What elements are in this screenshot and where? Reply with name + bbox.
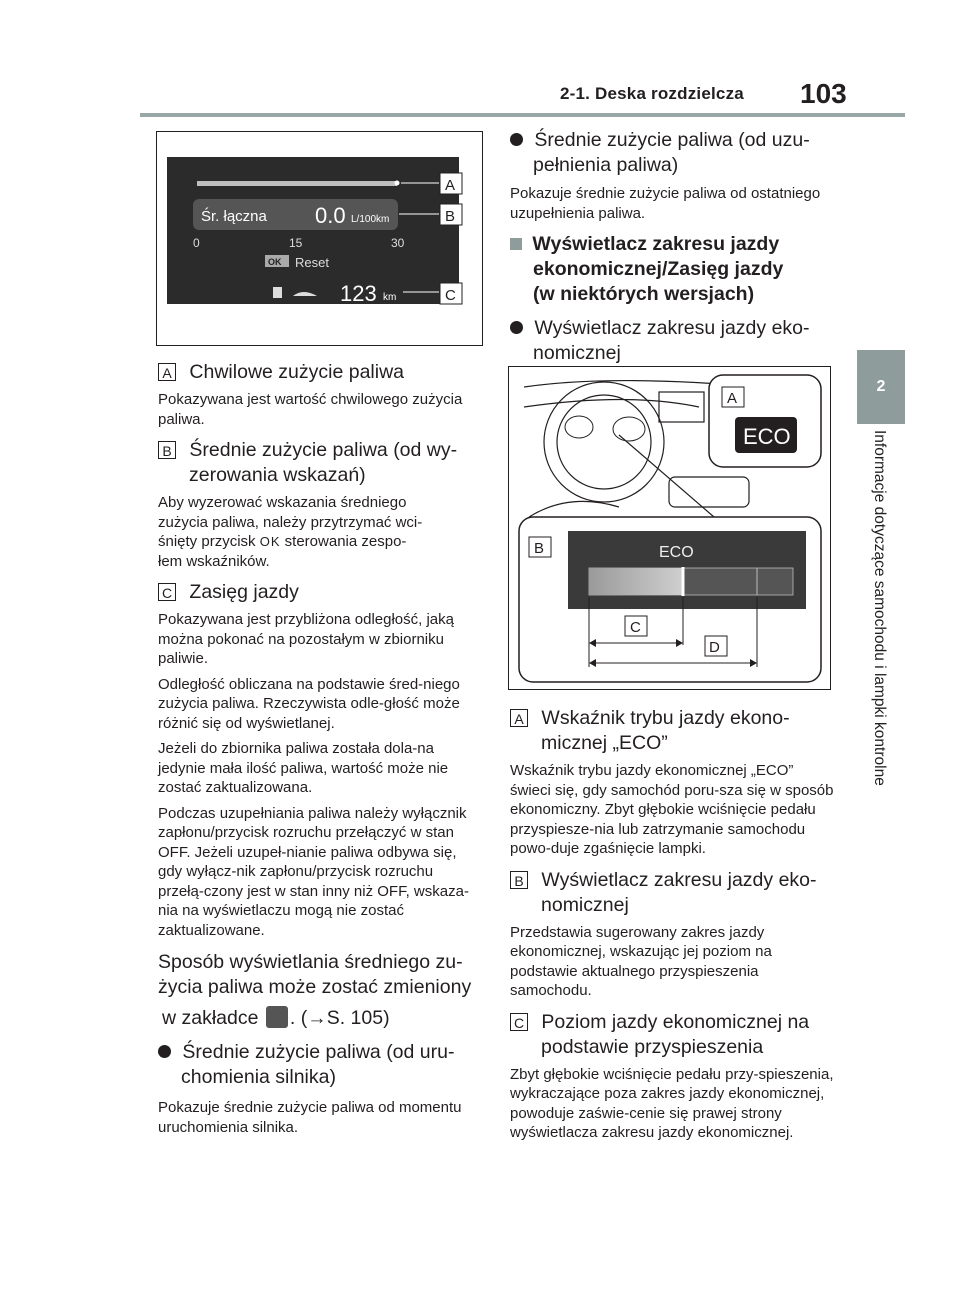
label-c: C	[510, 1013, 528, 1031]
item-c-title: Zasięg jazdy	[189, 581, 299, 603]
eco-zone-text: ECO	[659, 544, 694, 561]
header-rule	[140, 113, 905, 117]
item-b-body-line-3b: sterowania zespo-	[284, 533, 407, 550]
callout-c: C	[630, 619, 641, 636]
eco-display-illustration	[509, 367, 830, 689]
item-a-heading	[158, 360, 478, 385]
method-line-3a: w zakładce	[162, 1007, 259, 1029]
item-b-title-1: Średnie zużycie paliwa (od wy-	[189, 439, 458, 461]
eco-b-heading	[510, 868, 835, 918]
section-heading-2: ekonomicznej/Zasięg jazdy	[533, 258, 784, 280]
ok-icon-text: OK	[268, 257, 282, 267]
callout-c: C	[445, 287, 456, 304]
fuel-display-illustration	[157, 132, 482, 345]
eco-c-heading	[510, 1010, 835, 1060]
range-value: 123	[340, 281, 377, 306]
settings-gear-icon	[266, 1006, 288, 1028]
section-title: 2-1. Deska rozdzielcza	[560, 84, 744, 103]
item-f-title-2: nomicznej	[533, 342, 621, 364]
item-e-title-1: Średnie zużycie paliwa (od uzu-	[534, 129, 810, 151]
ok-button-symbol: OK	[259, 534, 281, 549]
chapter-number: 2	[876, 378, 886, 395]
eco-b-title-2: nomicznej	[541, 893, 629, 916]
callout-b: B	[445, 208, 456, 225]
bar-end-marker	[395, 181, 400, 186]
item-d-body: Pokazuje średnie zużycie paliwa od momentu uruchomienia silnika.	[158, 1099, 462, 1136]
gauge-left	[565, 416, 593, 438]
callout-d: D	[709, 639, 720, 656]
eco-a-title-2: micznej „ECO”	[541, 732, 668, 754]
item-b-body-line-2: zużycia paliwa, należy przytrzymać wci-	[158, 513, 423, 531]
scale-label-15: 15	[289, 236, 303, 250]
callout-a: A	[727, 390, 738, 407]
chapter-tab	[857, 350, 905, 424]
eco-lamp-text: ECO	[743, 424, 791, 449]
section-heading	[510, 232, 835, 307]
display-screen	[167, 157, 459, 304]
method-line-3b: . (→S. 105)	[289, 1007, 390, 1029]
item-c-body-3: Jeżeli do zbiornika paliwa została dola-na jedynie mała ilość paliwa, wartość może nie zostać zaktualizowana.	[158, 740, 449, 796]
item-e-title-2: pełnienia paliwa)	[533, 154, 679, 176]
eco-c-title-2: podstawie przyspieszenia	[541, 1035, 764, 1058]
display-unit: L/100km	[351, 214, 390, 225]
method-line-1: Sposób wyświetlania średniego zu-	[158, 951, 463, 973]
label-a: A	[158, 363, 176, 381]
label-b: B	[510, 871, 528, 889]
instant-consumption-bar	[197, 181, 397, 186]
figure-eco-display	[508, 366, 831, 690]
eco-a-body: Wskaźnik trybu jazdy ekonomicznej „ECO” świeci się, gdy samochód poru-sza się w sposób ekonomiczny. Zbyt głębokie wciśnięcie pedału przyspiesze-nia lub zatrzymanie samochodu powo-duje zgaśnięcie lampki.	[510, 762, 834, 857]
item-f-heading	[510, 316, 835, 366]
item-c-body-2: Odległość obliczana na podstawie śred-niego zużycia paliwa. Rzeczywista odle-głość może różnić się od wyświetlanej.	[158, 675, 460, 732]
callout-b: B	[534, 540, 545, 557]
item-b-body-line-3a: śnięty przycisk	[158, 533, 256, 550]
item-d-heading	[158, 1040, 478, 1090]
eco-b-body: Przedstawia sugerowany zakres jazdy ekonomicznej, wskazując jej poziom na podstawie aktualnego przyspieszenia samochodu.	[510, 923, 772, 999]
item-c-heading	[158, 580, 478, 605]
label-c: C	[158, 583, 176, 601]
item-b-body-line-1: Aby wyzerować wskazania średniego	[158, 494, 407, 511]
bullet-icon	[510, 321, 523, 334]
eco-a-heading	[510, 706, 835, 756]
square-bullet-icon	[510, 238, 522, 250]
gauge-right	[613, 417, 645, 441]
item-b-body	[158, 493, 478, 571]
method-note	[158, 950, 478, 1031]
section-heading-3: (w niektórych wersjach)	[533, 283, 755, 305]
bullet-icon	[158, 1045, 171, 1058]
item-e-body: Pokazuje średnie zużycie paliwa od ostatniego uzupełnienia paliwa.	[510, 185, 821, 222]
eco-b-title-1: Wyświetlacz zakresu jazdy eko-	[541, 868, 817, 891]
eco-a-title-1: Wskaźnik trybu jazdy ekono-	[541, 707, 790, 729]
eco-c-title-1: Poziom jazdy ekonomicznej na	[541, 1010, 810, 1033]
item-e-heading	[510, 128, 835, 178]
scale-label-0: 0	[193, 236, 200, 250]
section-heading-1: Wyświetlacz zakresu jazdy	[532, 233, 780, 255]
method-line-3	[158, 1006, 478, 1031]
scale-label-30: 30	[391, 236, 405, 250]
fuel-pump-icon	[273, 287, 282, 298]
eco-zone-fill	[589, 568, 683, 595]
item-c-body-4: Podczas uzupełniania paliwa należy wyłącznik zapłonu/przycisk rozruchu przełączyć w stan OFF. Jeżeli uzupeł-nianie paliwa odbywa się, gdy wyłącz-nik zapłonu/przycisk rozruchu przełą-czony jest w stan inny niż OFF, wskaza-nia na wyświetlaczu mogą nie zostać zaktualizowane.	[158, 804, 469, 939]
figure-fuel-display	[156, 131, 483, 346]
item-b-heading	[158, 438, 478, 488]
item-f-title-1: Wyświetlacz zakresu jazdy eko-	[534, 317, 810, 339]
item-d-title-1: Średnie zużycie paliwa (od uru-	[182, 1041, 455, 1063]
chapter-title: Informacje dotyczące samochodu i lampki kontrolne	[871, 430, 888, 786]
item-b-title-2: zerowania wskazań)	[189, 464, 366, 486]
reset-label: Reset	[295, 255, 329, 270]
item-b-body-line-3	[158, 532, 478, 552]
item-a-title: Chwilowe zużycie paliwa	[189, 361, 405, 383]
bullet-icon	[510, 133, 523, 146]
display-label: Śr. łączna	[201, 208, 267, 225]
eco-c-body: Zbyt głębokie wciśnięcie pedału przy-spieszenia, wykraczające poza zakres jazdy ekonomicznej, powoduje zaświe-cenie się prawej strony wyświetlacza zakresu jazdy ekonomicznej.	[510, 1065, 834, 1141]
page-number: 103	[800, 78, 847, 109]
method-line-2: życia paliwa może zostać zmieniony	[158, 976, 472, 998]
item-a-body: Pokazywana jest wartość chwilowego zużycia paliwa.	[158, 391, 463, 428]
label-b: B	[158, 441, 176, 459]
item-d-title-2: chomienia silnika)	[181, 1066, 336, 1088]
item-b-body-line-4: łem wskaźników.	[158, 552, 270, 570]
display-value: 0.0	[315, 203, 346, 228]
range-unit: km	[383, 292, 397, 303]
callout-leader	[619, 435, 714, 517]
label-a: A	[510, 709, 528, 727]
item-c-body-1: Pokazywana jest przybliżona odległość, jaką można pokonać na pozostałym w zbiorniku paliwie.	[158, 611, 454, 667]
callout-a: A	[445, 177, 456, 194]
